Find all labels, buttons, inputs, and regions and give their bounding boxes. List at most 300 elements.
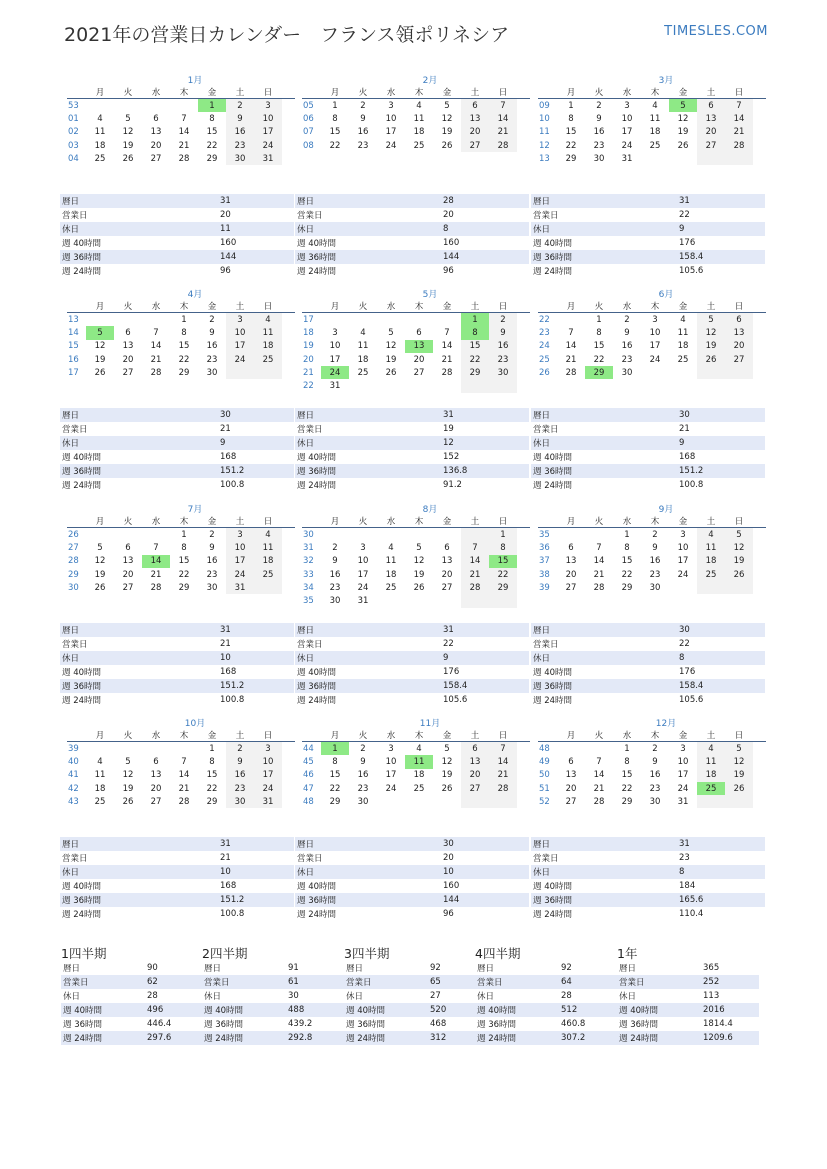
day-cell[interactable]: 11 — [677, 327, 689, 338]
day-cell[interactable]: 14 — [150, 341, 162, 352]
day-cell[interactable]: 5 — [725, 528, 753, 541]
day-cell[interactable]: 21 — [489, 126, 517, 139]
day-cell[interactable]: 9 — [652, 542, 658, 553]
day-cell[interactable]: 15 — [178, 556, 190, 567]
day-cell[interactable]: 28 — [150, 367, 162, 378]
day-cell[interactable]: 26 — [413, 582, 425, 593]
day-cell[interactable]: 23 — [329, 582, 341, 593]
day-cell[interactable]: 21 — [150, 354, 162, 365]
day-cell[interactable]: 16 — [489, 340, 517, 353]
day-cell[interactable]: 3 — [226, 528, 254, 541]
day-cell[interactable]: 4 — [97, 113, 103, 124]
day-cell[interactable]: 2 — [652, 743, 658, 754]
day-cell[interactable]: 11 — [254, 541, 282, 554]
day-cell[interactable]: 6 — [153, 113, 159, 124]
day-cell[interactable]: 3 — [388, 100, 394, 111]
day-cell[interactable]: 12 — [122, 770, 134, 781]
day-cell[interactable]: 17 — [226, 340, 254, 353]
day-cell[interactable]: 25 — [254, 568, 282, 581]
day-cell[interactable]: 28 — [178, 796, 190, 807]
day-cell[interactable]: 9 — [332, 556, 338, 567]
day-cell[interactable]: 16 — [649, 556, 661, 567]
day-cell[interactable]: 27 — [441, 582, 453, 593]
day-cell[interactable]: 28 — [593, 796, 605, 807]
day-cell[interactable]: 17 — [357, 569, 369, 580]
day-cell[interactable]: 30 — [206, 582, 218, 593]
day-cell[interactable]: 14 — [178, 127, 190, 138]
day-cell[interactable]: 27 — [461, 782, 489, 795]
day-cell[interactable]: 24 — [677, 783, 689, 794]
day-cell[interactable]: 29 — [329, 796, 341, 807]
day-cell[interactable]: 13 — [122, 341, 134, 352]
day-cell[interactable]: 22 — [565, 140, 577, 151]
day-cell[interactable]: 9 — [360, 756, 366, 767]
day-cell[interactable]: 12 — [725, 541, 753, 554]
day-cell[interactable]: 23 — [357, 783, 369, 794]
day-cell[interactable]: 7 — [596, 542, 602, 553]
day-cell[interactable]: 17 — [385, 127, 397, 138]
day-cell[interactable]: 28 — [150, 582, 162, 593]
holiday-cell[interactable]: 1 — [198, 99, 226, 112]
day-cell[interactable]: 5 — [125, 756, 131, 767]
day-cell[interactable]: 2 — [489, 313, 517, 326]
day-cell[interactable]: 17 — [649, 341, 661, 352]
day-cell[interactable]: 12 — [677, 113, 689, 124]
day-cell[interactable]: 11 — [385, 556, 397, 567]
day-cell[interactable]: 3 — [680, 743, 686, 754]
day-cell[interactable]: 28 — [489, 139, 517, 152]
holiday-cell[interactable]: 24 — [321, 366, 349, 379]
day-cell[interactable]: 7 — [153, 327, 159, 338]
day-cell[interactable]: 13 — [441, 556, 453, 567]
day-cell[interactable]: 24 — [226, 568, 254, 581]
day-cell[interactable]: 9 — [624, 327, 630, 338]
day-cell[interactable]: 20 — [461, 126, 489, 139]
day-cell[interactable]: 27 — [122, 582, 134, 593]
day-cell[interactable]: 30 — [329, 596, 341, 607]
day-cell[interactable]: 30 — [226, 795, 254, 808]
day-cell[interactable]: 1 — [181, 529, 187, 540]
day-cell[interactable]: 30 — [593, 153, 605, 164]
day-cell[interactable]: 20 — [122, 569, 134, 580]
day-cell[interactable]: 5 — [388, 327, 394, 338]
day-cell[interactable]: 2 — [226, 742, 254, 755]
day-cell[interactable]: 19 — [677, 127, 689, 138]
day-cell[interactable]: 26 — [94, 582, 106, 593]
day-cell[interactable]: 1 — [209, 743, 215, 754]
day-cell[interactable]: 20 — [565, 783, 577, 794]
day-cell[interactable]: 26 — [725, 568, 753, 581]
day-cell[interactable]: 10 — [649, 327, 661, 338]
day-cell[interactable]: 17 — [329, 354, 341, 365]
day-cell[interactable]: 10 — [357, 556, 369, 567]
day-cell[interactable]: 20 — [725, 340, 753, 353]
day-cell[interactable]: 23 — [593, 140, 605, 151]
day-cell[interactable]: 13 — [122, 556, 134, 567]
holiday-cell[interactable]: 5 — [86, 326, 114, 339]
day-cell[interactable]: 3 — [254, 99, 282, 112]
day-cell[interactable]: 21 — [441, 354, 453, 365]
day-cell[interactable]: 12 — [697, 326, 725, 339]
day-cell[interactable]: 27 — [565, 582, 577, 593]
day-cell[interactable]: 2 — [652, 529, 658, 540]
day-cell[interactable]: 3 — [388, 743, 394, 754]
day-cell[interactable]: 11 — [254, 326, 282, 339]
day-cell[interactable]: 21 — [461, 568, 489, 581]
day-cell[interactable]: 9 — [226, 112, 254, 125]
day-cell[interactable]: 19 — [122, 140, 134, 151]
day-cell[interactable]: 29 — [621, 582, 633, 593]
day-cell[interactable]: 20 — [565, 569, 577, 580]
day-cell[interactable]: 29 — [461, 366, 489, 379]
day-cell[interactable]: 29 — [206, 796, 218, 807]
day-cell[interactable]: 1 — [332, 100, 338, 111]
day-cell[interactable]: 15 — [206, 127, 218, 138]
day-cell[interactable]: 13 — [697, 112, 725, 125]
day-cell[interactable]: 15 — [593, 341, 605, 352]
day-cell[interactable]: 18 — [697, 769, 725, 782]
day-cell[interactable]: 2 — [209, 314, 215, 325]
day-cell[interactable]: 23 — [649, 569, 661, 580]
day-cell[interactable]: 18 — [254, 340, 282, 353]
day-cell[interactable]: 21 — [489, 769, 517, 782]
day-cell[interactable]: 2 — [360, 743, 366, 754]
day-cell[interactable]: 4 — [388, 542, 394, 553]
day-cell[interactable]: 7 — [725, 99, 753, 112]
day-cell[interactable]: 18 — [94, 783, 106, 794]
day-cell[interactable]: 12 — [122, 127, 134, 138]
day-cell[interactable]: 31 — [357, 596, 369, 607]
day-cell[interactable]: 3 — [332, 327, 338, 338]
day-cell[interactable]: 7 — [461, 541, 489, 554]
day-cell[interactable]: 19 — [725, 769, 753, 782]
day-cell[interactable]: 7 — [181, 756, 187, 767]
day-cell[interactable]: 3 — [652, 314, 658, 325]
day-cell[interactable]: 29 — [206, 153, 218, 164]
day-cell[interactable]: 14 — [725, 112, 753, 125]
day-cell[interactable]: 24 — [385, 783, 397, 794]
day-cell[interactable]: 7 — [596, 756, 602, 767]
day-cell[interactable]: 30 — [489, 366, 517, 379]
day-cell[interactable]: 21 — [178, 783, 190, 794]
day-cell[interactable]: 7 — [489, 99, 517, 112]
day-cell[interactable]: 16 — [593, 127, 605, 138]
day-cell[interactable]: 11 — [649, 113, 661, 124]
day-cell[interactable]: 7 — [568, 327, 574, 338]
day-cell[interactable]: 3 — [360, 542, 366, 553]
day-cell[interactable]: 4 — [697, 528, 725, 541]
day-cell[interactable]: 25 — [357, 367, 369, 378]
day-cell[interactable]: 9 — [226, 755, 254, 768]
day-cell[interactable]: 19 — [441, 770, 453, 781]
day-cell[interactable]: 23 — [206, 569, 218, 580]
day-cell[interactable]: 12 — [385, 341, 397, 352]
day-cell[interactable]: 31 — [329, 381, 341, 392]
day-cell[interactable]: 7 — [181, 113, 187, 124]
day-cell[interactable]: 8 — [332, 756, 338, 767]
holiday-cell[interactable]: 25 — [697, 782, 725, 795]
day-cell[interactable]: 16 — [226, 126, 254, 139]
day-cell[interactable]: 19 — [697, 340, 725, 353]
day-cell[interactable]: 5 — [416, 542, 422, 553]
day-cell[interactable]: 8 — [624, 756, 630, 767]
day-cell[interactable]: 27 — [150, 153, 162, 164]
day-cell[interactable]: 19 — [441, 127, 453, 138]
day-cell[interactable]: 1 — [624, 529, 630, 540]
day-cell[interactable]: 14 — [461, 555, 489, 568]
day-cell[interactable]: 11 — [413, 113, 425, 124]
day-cell[interactable]: 8 — [209, 756, 215, 767]
day-cell[interactable]: 17 — [254, 769, 282, 782]
day-cell[interactable]: 27 — [413, 367, 425, 378]
day-cell[interactable]: 17 — [677, 556, 689, 567]
day-cell[interactable]: 18 — [254, 555, 282, 568]
day-cell[interactable]: 8 — [181, 327, 187, 338]
day-cell[interactable]: 27 — [565, 796, 577, 807]
day-cell[interactable]: 13 — [150, 770, 162, 781]
day-cell[interactable]: 16 — [649, 770, 661, 781]
day-cell[interactable]: 16 — [357, 127, 369, 138]
day-cell[interactable]: 10 — [254, 755, 282, 768]
day-cell[interactable]: 23 — [226, 782, 254, 795]
day-cell[interactable]: 21 — [593, 783, 605, 794]
day-cell[interactable]: 27 — [150, 796, 162, 807]
day-cell[interactable]: 1 — [624, 743, 630, 754]
day-cell[interactable]: 31 — [621, 153, 633, 164]
day-cell[interactable]: 31 — [254, 152, 282, 165]
day-cell[interactable]: 16 — [206, 341, 218, 352]
day-cell[interactable]: 4 — [652, 100, 658, 111]
day-cell[interactable]: 25 — [413, 140, 425, 151]
day-cell[interactable]: 28 — [565, 367, 577, 378]
day-cell[interactable]: 18 — [413, 770, 425, 781]
day-cell[interactable]: 21 — [150, 569, 162, 580]
day-cell[interactable]: 20 — [150, 140, 162, 151]
day-cell[interactable]: 22 — [461, 353, 489, 366]
day-cell[interactable]: 14 — [593, 770, 605, 781]
day-cell[interactable]: 13 — [725, 326, 753, 339]
day-cell[interactable]: 5 — [125, 113, 131, 124]
day-cell[interactable]: 10 — [226, 541, 254, 554]
holiday-cell[interactable]: 15 — [489, 555, 517, 568]
day-cell[interactable]: 8 — [624, 542, 630, 553]
day-cell[interactable]: 22 — [206, 783, 218, 794]
day-cell[interactable]: 24 — [226, 353, 254, 366]
day-cell[interactable]: 12 — [725, 755, 753, 768]
day-cell[interactable]: 30 — [649, 582, 661, 593]
holiday-cell[interactable]: 1 — [321, 742, 349, 755]
day-cell[interactable]: 9 — [209, 542, 215, 553]
day-cell[interactable]: 6 — [725, 313, 753, 326]
day-cell[interactable]: 15 — [178, 341, 190, 352]
day-cell[interactable]: 16 — [329, 569, 341, 580]
day-cell[interactable]: 15 — [621, 556, 633, 567]
day-cell[interactable]: 24 — [357, 582, 369, 593]
day-cell[interactable]: 1 — [181, 314, 187, 325]
day-cell[interactable]: 19 — [94, 354, 106, 365]
day-cell[interactable]: 23 — [489, 353, 517, 366]
day-cell[interactable]: 10 — [677, 542, 689, 553]
day-cell[interactable]: 19 — [385, 354, 397, 365]
day-cell[interactable]: 27 — [725, 353, 753, 366]
day-cell[interactable]: 2 — [596, 100, 602, 111]
day-cell[interactable]: 5 — [444, 100, 450, 111]
day-cell[interactable]: 15 — [461, 340, 489, 353]
holiday-cell[interactable]: 13 — [405, 340, 433, 353]
day-cell[interactable]: 4 — [254, 528, 282, 541]
day-cell[interactable]: 22 — [329, 140, 341, 151]
day-cell[interactable]: 16 — [357, 770, 369, 781]
day-cell[interactable]: 10 — [677, 756, 689, 767]
day-cell[interactable]: 6 — [444, 542, 450, 553]
day-cell[interactable]: 30 — [226, 152, 254, 165]
day-cell[interactable]: 25 — [677, 354, 689, 365]
day-cell[interactable]: 13 — [461, 755, 489, 768]
day-cell[interactable]: 3 — [680, 529, 686, 540]
day-cell[interactable]: 5 — [697, 313, 725, 326]
day-cell[interactable]: 18 — [677, 341, 689, 352]
day-cell[interactable]: 22 — [206, 140, 218, 151]
day-cell[interactable]: 3 — [254, 742, 282, 755]
day-cell[interactable]: 30 — [357, 796, 369, 807]
day-cell[interactable]: 15 — [206, 770, 218, 781]
day-cell[interactable]: 26 — [122, 796, 134, 807]
day-cell[interactable]: 21 — [593, 569, 605, 580]
day-cell[interactable]: 18 — [94, 140, 106, 151]
day-cell[interactable]: 18 — [649, 127, 661, 138]
day-cell[interactable]: 21 — [178, 140, 190, 151]
day-cell[interactable]: 13 — [150, 127, 162, 138]
day-cell[interactable]: 6 — [125, 542, 131, 553]
day-cell[interactable]: 10 — [621, 113, 633, 124]
day-cell[interactable]: 8 — [209, 113, 215, 124]
day-cell[interactable]: 20 — [441, 569, 453, 580]
day-cell[interactable]: 26 — [441, 783, 453, 794]
day-cell[interactable]: 12 — [441, 756, 453, 767]
day-cell[interactable]: 6 — [461, 742, 489, 755]
day-cell[interactable]: 25 — [385, 582, 397, 593]
day-cell[interactable]: 24 — [677, 569, 689, 580]
day-cell[interactable]: 26 — [677, 140, 689, 151]
brand-logo-link[interactable]: TIMESLES.COM — [664, 24, 768, 39]
day-cell[interactable]: 10 — [226, 326, 254, 339]
day-cell[interactable]: 5 — [97, 542, 103, 553]
day-cell[interactable]: 4 — [254, 313, 282, 326]
day-cell[interactable]: 11 — [357, 341, 369, 352]
day-cell[interactable]: 22 — [329, 783, 341, 794]
day-cell[interactable]: 25 — [254, 353, 282, 366]
day-cell[interactable]: 8 — [332, 113, 338, 124]
day-cell[interactable]: 22 — [593, 354, 605, 365]
day-cell[interactable]: 7 — [444, 327, 450, 338]
day-cell[interactable]: 4 — [416, 743, 422, 754]
day-cell[interactable]: 13 — [565, 556, 577, 567]
day-cell[interactable]: 10 — [385, 756, 397, 767]
day-cell[interactable]: 9 — [360, 113, 366, 124]
day-cell[interactable]: 11 — [94, 127, 106, 138]
day-cell[interactable]: 21 — [565, 354, 577, 365]
day-cell[interactable]: 13 — [565, 770, 577, 781]
day-cell[interactable]: 31 — [254, 795, 282, 808]
day-cell[interactable]: 2 — [332, 542, 338, 553]
day-cell[interactable]: 28 — [178, 153, 190, 164]
day-cell[interactable]: 26 — [94, 367, 106, 378]
day-cell[interactable]: 27 — [697, 139, 725, 152]
day-cell[interactable]: 15 — [565, 127, 577, 138]
day-cell[interactable]: 26 — [441, 140, 453, 151]
day-cell[interactable]: 26 — [697, 353, 725, 366]
day-cell[interactable]: 13 — [461, 112, 489, 125]
day-cell[interactable]: 31 — [677, 796, 689, 807]
day-cell[interactable]: 9 — [652, 756, 658, 767]
day-cell[interactable]: 10 — [329, 341, 341, 352]
day-cell[interactable]: 23 — [226, 139, 254, 152]
day-cell[interactable]: 12 — [413, 556, 425, 567]
day-cell[interactable]: 2 — [360, 100, 366, 111]
day-cell[interactable]: 9 — [596, 113, 602, 124]
day-cell[interactable]: 12 — [94, 556, 106, 567]
day-cell[interactable]: 28 — [593, 582, 605, 593]
day-cell[interactable]: 28 — [489, 782, 517, 795]
day-cell[interactable]: 30 — [649, 796, 661, 807]
day-cell[interactable]: 25 — [697, 568, 725, 581]
day-cell[interactable]: 25 — [94, 796, 106, 807]
day-cell[interactable]: 15 — [621, 770, 633, 781]
day-cell[interactable]: 4 — [697, 742, 725, 755]
day-cell[interactable]: 19 — [94, 569, 106, 580]
day-cell[interactable]: 20 — [461, 769, 489, 782]
day-cell[interactable]: 26 — [122, 153, 134, 164]
day-cell[interactable]: 24 — [254, 782, 282, 795]
day-cell[interactable]: 1 — [596, 314, 602, 325]
day-cell[interactable]: 1 — [568, 100, 574, 111]
day-cell[interactable]: 25 — [94, 153, 106, 164]
day-cell[interactable]: 14 — [489, 112, 517, 125]
day-cell[interactable]: 11 — [697, 755, 725, 768]
day-cell[interactable]: 24 — [254, 139, 282, 152]
day-cell[interactable]: 15 — [329, 770, 341, 781]
day-cell[interactable]: 6 — [153, 756, 159, 767]
day-cell[interactable]: 24 — [385, 140, 397, 151]
day-cell[interactable]: 6 — [568, 756, 574, 767]
day-cell[interactable]: 31 — [226, 581, 254, 594]
day-cell[interactable]: 6 — [697, 99, 725, 112]
day-cell[interactable]: 26 — [385, 367, 397, 378]
day-cell[interactable]: 7 — [153, 542, 159, 553]
day-cell[interactable]: 23 — [649, 783, 661, 794]
day-cell[interactable]: 9 — [209, 327, 215, 338]
day-cell[interactable]: 16 — [621, 341, 633, 352]
holiday-cell[interactable]: 8 — [461, 326, 489, 339]
day-cell[interactable]: 17 — [385, 770, 397, 781]
day-cell[interactable]: 16 — [226, 769, 254, 782]
day-cell[interactable]: 6 — [568, 542, 574, 553]
day-cell[interactable]: 17 — [677, 770, 689, 781]
day-cell[interactable]: 2 — [226, 99, 254, 112]
day-cell[interactable]: 18 — [697, 555, 725, 568]
holiday-cell[interactable]: 14 — [142, 555, 170, 568]
holiday-cell[interactable]: 29 — [585, 366, 613, 379]
day-cell[interactable]: 14 — [178, 770, 190, 781]
day-cell[interactable]: 28 — [461, 581, 489, 594]
day-cell[interactable]: 14 — [489, 755, 517, 768]
day-cell[interactable]: 19 — [122, 783, 134, 794]
day-cell[interactable]: 28 — [441, 367, 453, 378]
holiday-cell[interactable]: 5 — [669, 99, 697, 112]
day-cell[interactable]: 12 — [441, 113, 453, 124]
day-cell[interactable]: 1 — [489, 528, 517, 541]
day-cell[interactable]: 23 — [621, 354, 633, 365]
